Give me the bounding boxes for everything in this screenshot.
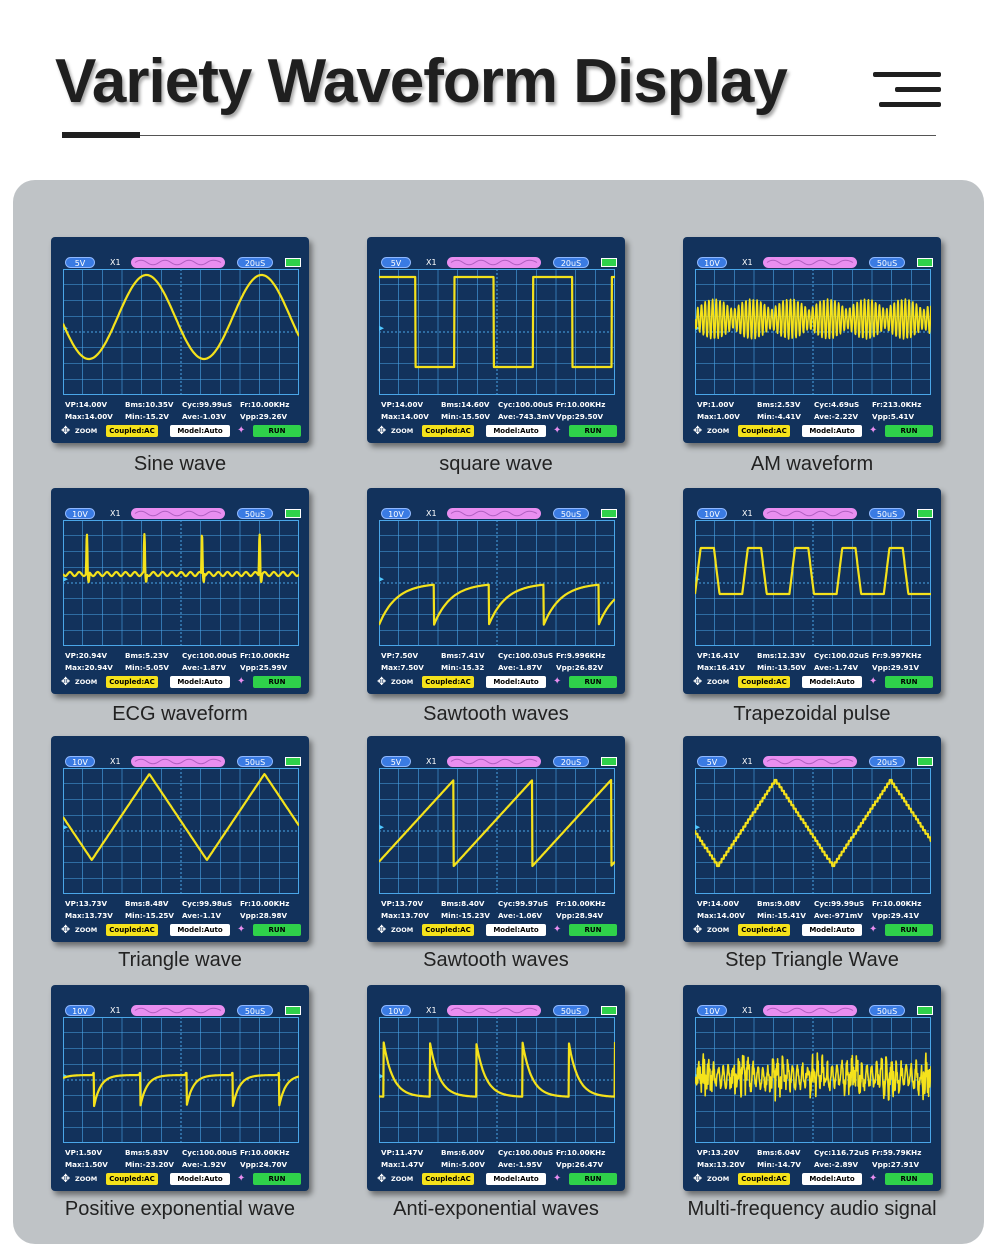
mode-status: Model:Auto [486,676,546,688]
fr-value: Fr:9.997KHz [872,651,922,660]
battery-icon [601,509,617,518]
vpp-value: Vpp:25.99V [240,663,288,672]
volt-div-badge: 10V [697,1005,727,1016]
trigger-pin-icon: ✦ [553,425,562,436]
zoom-icon: ✥ [377,424,387,437]
trigger-pin-icon: ✦ [869,676,878,687]
min-value: Min:-5.05V [125,663,169,672]
oscilloscope-screen [683,985,941,1191]
coupling-status: Coupled:AC [738,1173,790,1185]
bms-value: Bms:5.83V [125,1148,169,1157]
vp-value: VP:20.94V [65,651,108,660]
zoom-icon: ✥ [377,675,387,688]
mode-status: Model:Auto [802,924,862,936]
run-status: RUN [885,676,933,688]
cyc-value: Cyc:99.99uS [814,899,865,908]
waveform-caption: Anti-exponential waves [393,1198,599,1220]
waveform-plot [63,1017,299,1143]
trigger-indicator [447,257,541,268]
fr-value: Fr:10.00KHz [240,400,290,409]
probe-multiplier: X1 [426,509,437,518]
trigger-pin-icon: ✦ [237,425,246,436]
bms-value: Bms:8.40V [441,899,485,908]
fr-value: Fr:10.00KHz [556,1148,606,1157]
ave-value: Ave:-1.87V [498,663,543,672]
vp-value: VP:16.41V [697,651,740,660]
fr-value: Fr:10.00KHz [556,400,606,409]
trigger-indicator [763,257,857,268]
mode-status: Model:Auto [486,1173,546,1185]
screen-top-bar [51,237,309,267]
vpp-value: Vpp:26.82V [556,663,604,672]
max-value: Max:20.94V [65,663,113,672]
screen-bottom-bar [51,675,309,689]
vp-value: VP:1.00V [697,400,735,409]
vpp-value: Vpp:29.50V [556,412,604,421]
page-title: Variety Waveform Display [55,47,787,116]
battery-icon [601,1006,617,1015]
zoom-icon: ✥ [693,1172,703,1185]
probe-multiplier: X1 [426,1006,437,1015]
bms-value: Bms:5.23V [125,651,169,660]
zoom-label: ZOOM [707,926,730,934]
waveform-plot [379,269,615,395]
vpp-value: Vpp:28.94V [556,911,604,920]
cyc-value: Cyc:100.00uS [182,651,238,660]
min-value: Min:-15.41V [757,911,806,920]
vp-value: VP:13.70V [381,899,424,908]
bms-value: Bms:9.08V [757,899,801,908]
fr-value: Fr:10.00KHz [240,899,290,908]
volt-div-badge: 5V [697,756,727,767]
vp-value: VP:7.50V [381,651,419,660]
title-accent-bar [62,132,140,138]
trigger-indicator [131,257,225,268]
waveform-plot [695,269,931,395]
mode-status: Model:Auto [170,425,230,437]
probe-multiplier: X1 [110,258,121,267]
screen-top-bar [683,488,941,518]
trigger-indicator [763,508,857,519]
mode-status: Model:Auto [802,425,862,437]
waveform-plot [63,768,299,894]
vpp-value: Vpp:26.47V [556,1160,604,1169]
min-value: Min:-15.50V [441,412,490,421]
max-value: Max:14.00V [65,412,113,421]
mode-status: Model:Auto [802,1173,862,1185]
min-value: Min:-15.23V [441,911,490,920]
trigger-indicator [447,1005,541,1016]
zoom-label: ZOOM [707,1175,730,1183]
zoom-icon: ✥ [693,675,703,688]
ave-value: Ave:-1.87V [182,663,227,672]
coupling-status: Coupled:AC [106,676,158,688]
mode-status: Model:Auto [486,425,546,437]
time-div-badge: 20uS [553,257,589,268]
waveform-caption: Multi-frequency audio signal [687,1198,937,1220]
waveform-caption: Sawtooth waves [423,703,569,725]
max-value: Max:1.50V [65,1160,108,1169]
min-value: Min:-15.25V [125,911,174,920]
ave-value: Ave:-743.3mV [498,412,555,421]
vpp-value: Vpp:24.70V [240,1160,288,1169]
probe-multiplier: X1 [742,258,753,267]
zoom-label: ZOOM [75,678,98,686]
vp-value: VP:14.00V [381,400,424,409]
probe-multiplier: X1 [742,509,753,518]
waveform-plot [63,269,299,395]
screen-top-bar [367,736,625,766]
coupling-status: Coupled:AC [738,676,790,688]
mode-status: Model:Auto [170,1173,230,1185]
screen-bottom-bar [51,923,309,937]
fr-value: Fr:9.996KHz [556,651,606,660]
waveform-caption: Triangle wave [118,949,242,971]
time-div-badge: 50uS [869,257,905,268]
waveform-plot [63,520,299,646]
bms-value: Bms:6.00V [441,1148,485,1157]
min-value: Min:-4.41V [757,412,801,421]
volt-div-badge: 10V [65,508,95,519]
trigger-indicator [763,1005,857,1016]
run-status: RUN [253,425,301,437]
probe-multiplier: X1 [110,509,121,518]
oscilloscope-screen [683,237,941,443]
bms-value: Bms:2.53V [757,400,801,409]
time-div-badge: 20uS [869,756,905,767]
vpp-value: Vpp:27.91V [872,1160,920,1169]
volt-div-badge: 10V [697,508,727,519]
max-value: Max:16.41V [697,663,745,672]
coupling-status: Coupled:AC [106,924,158,936]
zoom-label: ZOOM [391,1175,414,1183]
vp-value: VP:11.47V [381,1148,424,1157]
screen-top-bar [51,736,309,766]
waveform-caption: Trapezoidal pulse [733,703,891,725]
min-value: Min:-15.32 [441,663,485,672]
cyc-value: Cyc:100.00uS [498,1148,554,1157]
coupling-status: Coupled:AC [738,924,790,936]
max-value: Max:13.70V [381,911,429,920]
ave-value: Ave:-2.89V [814,1160,859,1169]
trigger-pin-icon: ✦ [553,1173,562,1184]
screen-bottom-bar [367,923,625,937]
time-div-badge: 50uS [869,1005,905,1016]
battery-icon [917,258,933,267]
mode-status: Model:Auto [170,924,230,936]
cyc-value: Cyc:4.69uS [814,400,860,409]
trigger-pin-icon: ✦ [869,924,878,935]
max-value: Max:13.20V [697,1160,745,1169]
bms-value: Bms:6.04V [757,1148,801,1157]
zoom-icon: ✥ [61,424,71,437]
waveform-caption: square wave [439,453,553,475]
cyc-value: Cyc:99.97uS [498,899,549,908]
oscilloscope-screen [367,736,625,942]
fr-value: Fr:59.79KHz [872,1148,922,1157]
ave-value: Ave:-1.95V [498,1160,543,1169]
cyc-value: Cyc:100.00uS [182,1148,238,1157]
run-status: RUN [253,924,301,936]
time-div-badge: 50uS [553,508,589,519]
oscilloscope-screen [367,985,625,1191]
time-div-badge: 50uS [869,508,905,519]
volt-div-badge: 10V [65,756,95,767]
screen-top-bar [367,488,625,518]
coupling-status: Coupled:AC [422,1173,474,1185]
max-value: Max:7.50V [381,663,424,672]
bms-value: Bms:14.60V [441,400,490,409]
battery-icon [285,509,301,518]
waveform-plot [379,1017,615,1143]
vp-value: VP:13.20V [697,1148,740,1157]
time-div-badge: 50uS [237,1005,273,1016]
waveform-trace [695,548,931,594]
zoom-label: ZOOM [391,926,414,934]
run-status: RUN [569,676,617,688]
screen-top-bar [367,985,625,1015]
volt-div-badge: 10V [697,257,727,268]
trigger-pin-icon: ✦ [553,676,562,687]
battery-icon [917,757,933,766]
zoom-icon: ✥ [377,923,387,936]
title-divider [62,135,936,136]
ave-value: Ave:-1.1V [182,911,222,920]
oscilloscope-screen [51,736,309,942]
cyc-value: Cyc:116.72uS [814,1148,870,1157]
trigger-indicator [131,1005,225,1016]
waveform-caption: Step Triangle Wave [725,949,899,971]
screen-bottom-bar [367,1172,625,1186]
cyc-value: Cyc:100.00uS [498,400,554,409]
trigger-indicator [447,508,541,519]
ave-value: Ave:-1.92V [182,1160,227,1169]
time-div-badge: 20uS [237,257,273,268]
bms-value: Bms:8.48V [125,899,169,908]
coupling-status: Coupled:AC [422,676,474,688]
zoom-icon: ✥ [377,1172,387,1185]
waveform-plot [695,768,931,894]
waveform-caption: ECG waveform [112,703,248,725]
screen-top-bar [683,736,941,766]
trigger-pin-icon: ✦ [553,924,562,935]
bms-value: Bms:7.41V [441,651,485,660]
probe-multiplier: X1 [426,757,437,766]
fr-value: Fr:10.00KHz [872,899,922,908]
zoom-label: ZOOM [75,427,98,435]
trigger-pin-icon: ✦ [869,1173,878,1184]
screen-top-bar [683,985,941,1015]
volt-div-badge: 10V [381,508,411,519]
max-value: Max:14.00V [381,412,429,421]
waveform-plot [695,1017,931,1143]
oscilloscope-screen [367,237,625,443]
mode-status: Model:Auto [170,676,230,688]
fr-value: Fr:10.00KHz [556,899,606,908]
screen-bottom-bar [367,424,625,438]
bms-value: Bms:10.35V [125,400,174,409]
screen-bottom-bar [683,424,941,438]
max-value: Max:14.00V [697,911,745,920]
zoom-label: ZOOM [391,678,414,686]
ave-value: Ave:-1.03V [182,412,227,421]
screen-top-bar [367,237,625,267]
zoom-icon: ✥ [61,1172,71,1185]
probe-multiplier: X1 [426,258,437,267]
trigger-pin-icon: ✦ [237,1173,246,1184]
min-value: Min:-13.50V [757,663,806,672]
screen-bottom-bar [51,1172,309,1186]
waveform-caption: AM waveform [750,453,874,475]
vpp-value: Vpp:29.41V [872,911,920,920]
min-value: Min:-23.20V [125,1160,174,1169]
time-div-badge: 50uS [553,1005,589,1016]
trigger-indicator [763,756,857,767]
min-value: Min:-5.00V [441,1160,485,1169]
cyc-value: Cyc:99.99uS [182,400,233,409]
waveform-plot [695,520,931,646]
oscilloscope-screen [367,488,625,694]
oscilloscope-screen [683,736,941,942]
fr-value: Fr:10.00KHz [240,651,290,660]
oscilloscope-screen [51,237,309,443]
run-status: RUN [569,425,617,437]
vp-value: VP:14.00V [697,899,740,908]
waveform-caption: Positive exponential wave [64,1198,296,1220]
vpp-value: Vpp:28.98V [240,911,288,920]
max-value: Max:1.00V [697,412,740,421]
screen-top-bar [683,237,941,267]
battery-icon [917,1006,933,1015]
coupling-status: Coupled:AC [422,425,474,437]
screen-bottom-bar [51,424,309,438]
screen-top-bar [51,985,309,1015]
zoom-label: ZOOM [707,427,730,435]
screen-bottom-bar [367,675,625,689]
zoom-label: ZOOM [75,1175,98,1183]
run-status: RUN [569,924,617,936]
vp-value: VP:1.50V [65,1148,103,1157]
probe-multiplier: X1 [110,1006,121,1015]
probe-multiplier: X1 [110,757,121,766]
waveform-caption: Sawtooth waves [423,949,569,971]
zoom-label: ZOOM [707,678,730,686]
trigger-pin-icon: ✦ [237,924,246,935]
cyc-value: Cyc:99.98uS [182,899,233,908]
zoom-label: ZOOM [75,926,98,934]
run-status: RUN [885,1173,933,1185]
trigger-pin-icon: ✦ [869,425,878,436]
trigger-pin-icon: ✦ [237,676,246,687]
time-div-badge: 20uS [553,756,589,767]
max-value: Max:1.47V [381,1160,424,1169]
ave-value: Ave:-1.74V [814,663,859,672]
waveform-caption: Sine wave [133,453,227,475]
mode-status: Model:Auto [802,676,862,688]
screen-bottom-bar [683,675,941,689]
time-div-badge: 50uS [237,756,273,767]
coupling-status: Coupled:AC [106,1173,158,1185]
battery-icon [917,509,933,518]
battery-icon [285,258,301,267]
zoom-icon: ✥ [693,923,703,936]
fr-value: Fr:10.00KHz [240,1148,290,1157]
battery-icon [285,757,301,766]
trigger-indicator [131,756,225,767]
volt-div-badge: 5V [381,756,411,767]
battery-icon [601,258,617,267]
vpp-value: Vpp:29.91V [872,663,920,672]
min-value: Min:-15.2V [125,412,169,421]
run-status: RUN [253,676,301,688]
zoom-label: ZOOM [391,427,414,435]
zoom-icon: ✥ [61,675,71,688]
zoom-icon: ✥ [693,424,703,437]
oscilloscope-screen [51,488,309,694]
bms-value: Bms:12.33V [757,651,806,660]
vp-value: VP:14.00V [65,400,108,409]
cyc-value: Cyc:100.03uS [498,651,554,660]
trigger-indicator [131,508,225,519]
oscilloscope-screen [51,985,309,1191]
coupling-status: Coupled:AC [422,924,474,936]
volt-div-badge: 10V [65,1005,95,1016]
menu-icon[interactable] [873,70,941,110]
coupling-status: Coupled:AC [106,425,158,437]
zoom-icon: ✥ [61,923,71,936]
screen-top-bar [51,488,309,518]
volt-div-badge: 5V [65,257,95,268]
probe-multiplier: X1 [742,1006,753,1015]
run-status: RUN [253,1173,301,1185]
cyc-value: Cyc:100.02uS [814,651,870,660]
battery-icon [285,1006,301,1015]
probe-multiplier: X1 [742,757,753,766]
vp-value: VP:13.73V [65,899,108,908]
run-status: RUN [885,425,933,437]
max-value: Max:13.73V [65,911,113,920]
oscilloscope-screen [683,488,941,694]
vpp-value: Vpp:5.41V [872,412,915,421]
coupling-status: Coupled:AC [738,425,790,437]
mode-status: Model:Auto [486,924,546,936]
run-status: RUN [885,924,933,936]
ave-value: Ave:-2.22V [814,412,859,421]
ave-value: Ave:-1.06V [498,911,543,920]
waveform-plot [379,768,615,894]
min-value: Min:-14.7V [757,1160,801,1169]
run-status: RUN [569,1173,617,1185]
time-div-badge: 50uS [237,508,273,519]
fr-value: Fr:213.0KHz [872,400,922,409]
screen-bottom-bar [683,1172,941,1186]
battery-icon [601,757,617,766]
vpp-value: Vpp:29.26V [240,412,288,421]
volt-div-badge: 5V [381,257,411,268]
ave-value: Ave:-971mV [814,911,863,920]
trigger-indicator [447,756,541,767]
volt-div-badge: 10V [381,1005,411,1016]
waveform-plot [379,520,615,646]
screen-bottom-bar [683,923,941,937]
